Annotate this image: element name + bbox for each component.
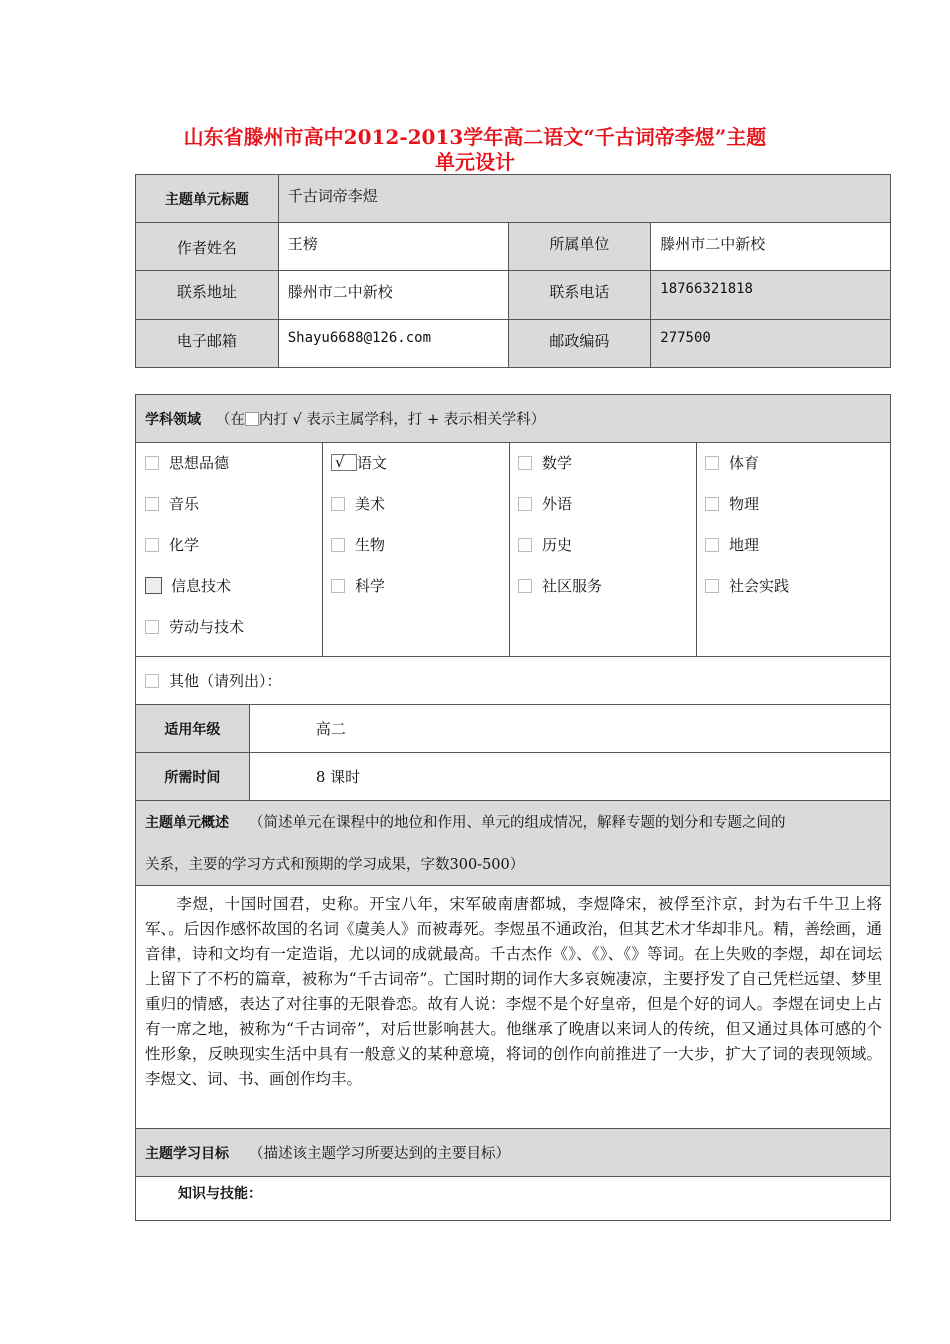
checkbox[interactable] (705, 497, 719, 511)
subject-item[interactable]: 社区服务 (518, 566, 694, 607)
col-divider (509, 443, 510, 656)
author-value: 王榜 (278, 223, 508, 271)
time-label: 所需时间 (136, 753, 250, 801)
checkbox[interactable] (518, 579, 532, 593)
subject-col-1 (145, 443, 321, 648)
grade-label: 适用年级 (136, 705, 250, 753)
col-divider (322, 443, 323, 656)
checkbox[interactable] (705, 538, 719, 552)
subject-col-2 (331, 443, 507, 607)
subject-col-4 (705, 443, 885, 607)
subject-area (136, 443, 891, 657)
checkbox[interactable] (145, 620, 159, 634)
subject-item[interactable]: 社会实践 (705, 566, 885, 607)
subject-item[interactable]: 劳动与技术 (145, 607, 321, 648)
subject-item[interactable]: 美术 (331, 484, 507, 525)
goals-hint: （描述该主题学习所要达到的主要目标） (249, 1146, 510, 1162)
subject-item[interactable]: 外语 (518, 484, 694, 525)
grade-value: 高二 (249, 705, 890, 753)
address-label: 联系地址 (136, 271, 279, 320)
overview-label: 主题单元概述 (145, 815, 229, 831)
subject-label: 学科领域 (145, 412, 201, 428)
goals-header (136, 1129, 891, 1177)
checkbox-checked[interactable]: √ (331, 454, 357, 471)
knowledge-label: 知识与技能： (136, 1177, 891, 1221)
design-table (135, 394, 891, 1221)
goals-label: 主题学习目标 (145, 1146, 229, 1162)
phone-label: 联系电话 (508, 271, 651, 320)
checkbox[interactable] (145, 456, 159, 470)
subject-item[interactable]: 化学 (145, 525, 321, 566)
subject-item[interactable]: 体育 (705, 443, 885, 484)
subject-hint-2: 内打 √ 表示主属学科，打 + 表示相关学科） (258, 412, 546, 428)
checkbox[interactable] (145, 497, 159, 511)
email-value: Shayu6688@126.com (278, 320, 508, 368)
checkbox[interactable] (331, 538, 345, 552)
postcode-value: 277500 (651, 320, 891, 368)
subject-item[interactable]: 历史 (518, 525, 694, 566)
other-row[interactable] (136, 657, 891, 705)
subject-item[interactable]: 生物 (331, 525, 507, 566)
checkbox[interactable] (331, 497, 345, 511)
checkbox[interactable] (518, 497, 532, 511)
subject-hint: （在 (215, 412, 245, 428)
overview-hint-1: （简述单元在课程中的地位和作用、单元的组成情况，解释专题的划分和专题之间的 (249, 815, 786, 831)
subject-item[interactable]: 信息技术 (145, 566, 321, 607)
email-label: 电子邮箱 (136, 320, 279, 368)
col-divider (696, 443, 697, 656)
subject-item[interactable]: 数学 (518, 443, 694, 484)
checkbox[interactable] (331, 579, 345, 593)
topic-label: 主题单元标题 (136, 175, 279, 223)
phone-value: 18766321818 (651, 271, 891, 320)
unit-value: 滕州市二中新校 (651, 223, 891, 271)
author-label: 作者姓名 (136, 223, 279, 271)
checkbox[interactable] (705, 579, 719, 593)
subject-header (136, 395, 891, 443)
doc-title-line1: 山东省滕州市高中2012-2013学年高二语文“千古词帝李煜”主题 (183, 125, 767, 149)
overview-hint-2: 关系，主要的学习方式和预期的学习成果，字数300-500） (145, 857, 525, 873)
info-table (135, 174, 891, 368)
postcode-label: 邮政编码 (508, 320, 651, 368)
overview-body: 李煜，十国时国君，史称。开宝八年，宋军破南唐都城，李煜降宋，被俘至汴京，封为右千牛卫上将军、。后因作感怀故国的名词《虞美人》而被毒死。李煜虽不通政治，但其艺术才华却非凡。精，善绘画，通音律，诗和文均有一定造诣，尤以词的成就最高。千古杰作《》、《》、《》等词。在上失败的李煜，却在词坛上留下了不朽的篇章，被称为“千古词帝”。亡国时期的词作大多哀婉凄凉，主要抒发了自己凭栏远望、梦里重归的情感，表达了对往事的无限眷恋。故有人说：李煜不是个好皇帝，但是个好的词人。李煜在词史上占有一席之地，被称为“千古词帝”，对后世影响甚大。他继承了晚唐以来词人的传统，但又通过具体可感的个性形象，反映现实生活中具有一般意义的某种意境，将词的创作向前推进了一大步，扩大了词的表现领域。李煜文、词、书、画创作均丰。 (136, 886, 891, 1129)
checkbox-sample (245, 412, 259, 426)
checkbox[interactable] (145, 538, 159, 552)
address-value: 滕州市二中新校 (278, 271, 508, 320)
checkbox[interactable] (518, 456, 532, 470)
subject-item[interactable]: 音乐 (145, 484, 321, 525)
overview-header (136, 801, 891, 886)
checkbox[interactable] (518, 538, 532, 552)
checkbox[interactable] (145, 674, 159, 688)
other-label: 其他（请列出）： (169, 672, 282, 690)
subject-item[interactable]: 地理 (705, 525, 885, 566)
subject-item[interactable]: 思想品德 (145, 443, 321, 484)
unit-label: 所属单位 (508, 223, 651, 271)
time-value: 8 课时 (249, 753, 890, 801)
subject-item[interactable]: 科学 (331, 566, 507, 607)
doc-title-line2: 单元设计 (435, 150, 515, 174)
subject-item[interactable]: 物理 (705, 484, 885, 525)
subject-col-3 (518, 443, 694, 607)
checkbox[interactable] (145, 577, 162, 594)
topic-value: 千古词帝李煜 (278, 175, 890, 223)
subject-item[interactable]: √ 语文 (331, 443, 507, 484)
checkbox[interactable] (705, 456, 719, 470)
